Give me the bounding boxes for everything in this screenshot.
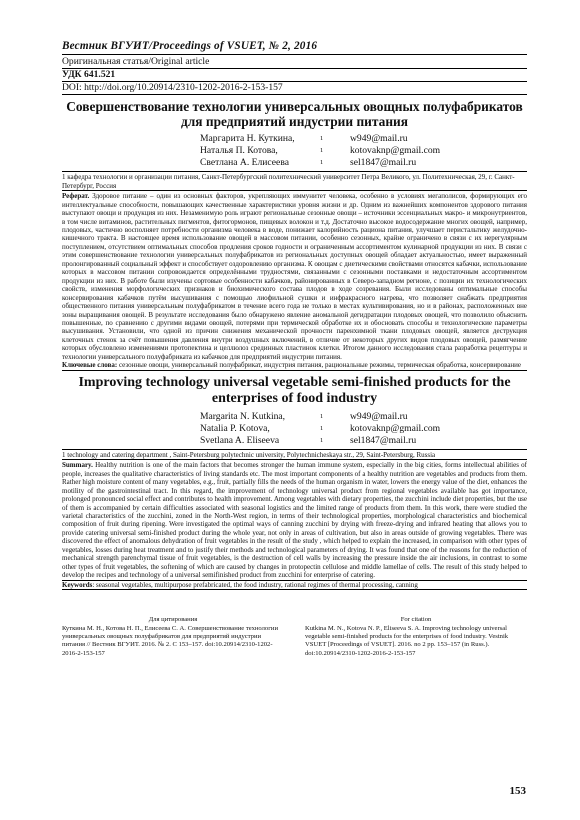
- keywords-label: Ключевые слова:: [62, 361, 118, 370]
- citation-heading: Для цитирования: [148, 616, 198, 624]
- citation-heading: For citation: [400, 616, 432, 624]
- author-name: Natalia P. Kotova,: [200, 422, 270, 434]
- author-email[interactable]: kotovaknp@gmail.com: [350, 422, 441, 434]
- author-name: Margarita N. Kutkina,: [200, 410, 286, 422]
- author-row: [200, 423, 527, 435]
- author-sup: 1: [320, 147, 324, 154]
- title-en: Improving technology universal vegetable semi-finished products for the enterprises of food industry: [78, 374, 511, 406]
- abstract-en: [62, 461, 527, 579]
- udk: УДК 641.521: [62, 69, 116, 80]
- author-row: [200, 157, 527, 169]
- author-sup: 1: [320, 159, 324, 166]
- keywords-text: : seasonal vegetables, multipurpose prefabricated, the food industry, rational regimes of thermal processing, canning: [92, 580, 418, 589]
- keywords-en: [62, 581, 527, 589]
- abstract-text: Здоровое питание – один из основных факторов, укрепляющих иммунитет человека, особенно в условиях мегаполисов, формирующих его интеллектуальные способности, повышающих качественные характеристики уровня жизни и др. Одним из важнейших компонентов здорового питания выступают овощи и продукция из них. Незаменимую роль играют региональные сезонные овощи – источники эссенциальных макро- и микронутриентов, в том числе витаминов, растительных пигментов, фитогормонов, пищевых волокон и т.д. Достаточно высокое водосодержание многих овощей, например, плодовых, частично восполняет потребности организма человека в воде, понижает калорийность рациона питания, улучшает перистальтику желудочно-кишечного тракта. В настоящее время использование овощей в массовом питании, особенно сезонных, крайне ограничено в связи с их нерегулярным поступлением, отсутствием оптимальных способов продления сроков годности и ограниченным ассортиментом кулинарной продукции из них. В связи с этим совершенствование технологии универсальных полуфабрикатов из региональных доступных овощей обладает актуальностью, имеет выраженный пролонгированный социальный эффект и способствует оздоровлению организма. К овощам с диетическими свойствами относятся кабачки, использование которых в массовом питании сопровождается определёнными трудностями, связанными с сезонными поставками и недостаточным ассортиментом продукции из них. В работе были изучены сортовые особенности кабачков, районированных в Северо-западном регионе, с позиции их технологических свойств, изменения морфологических признаков и биохимического состава плодов в ходе созревания. Были исследованы оптимальные способы консервирования кабачков путём высушивания с помощью лиофильной сушки и инфракрасного нагрева, что позволяет снабжать предприятия общественного питания универсальным полуфабрикатом в течение всего года не только в местах культивирования, но и в районах, расположенных вне зоны выращивания овощей. В результате исследования было обнаружено явление аномальной дегидратации плодовых овощей, что позволило объяснить повышенные, по сравнению с другими видами овощей, потерями при термической обработке их и обосновать способы и технологические параметры высушивания. Установили, что одной из причин снижения механической прочности паренхимной ткани плодовых овощей, является деструкция клеточных стенок за счёт повышения давления внутри воздушных включений, в отличие от некоторых других видов плодовых овощей, размягчение которых обусловлено изменениями протопектина и целлюлоз срединных пластинок клетки. Итогом данного исследования стала разработка рецептуры и технологии универсального полуфабриката из кабачков для предприятий индустрии питания.: [62, 192, 527, 361]
- title-ru: Совершенствование технологии универсальных овощных полуфабрикатов для предприятий индустрии питания: [66, 99, 523, 129]
- abstract-text: Healthy nutrition is one of the main factors that becomes stronger the human immune system, especially in the big cities, forms intellectual abilities of people, increases the qualitative characteristics of living standards etc. The most important components of a healthy nutrition are vegetables and products from them. Rather high moisture content of many vegetables, e.g., fruit, partially fills the needs of the human organism in water, lowers the energy value of the diet, enhances the motility of the gastrointestinal tract. In this regard, the improvement of technology universal product from regional vegetables available has got importance, prolonged pronounced social effect and contributes to health improvement. Among vegetables with dietary properties, the zucchini include diet properties, but the use of them is accompanied by certain difficulties associated with seasonal logistics and the limited range of products from them. In this work, there were studied the varietal characteristics of the zucchini, zoned in the North-West region, in terms of their technological properties, morphological characteristics and biochemical composition of fruit during ripening. Were investigated the optimal ways of canning zucchini by drying with freeze-drying and infrared heating that allows you to provide catering universal semi-finished product during the whole year, not only in areas of cultivation, but also in areas outside of growing vegetables. There was discovered the effect of anomalous dehydration of fruit vegetables in the result of the study , which helped to explain the increased, in comparison with other types of vegetables, losses during heat treatment and to justify their methods and technological parameters of drying. It was found that one of the reasons for the reduction of mechanical strength parenchymal tissue of fruit vegetables, is the destruction of cell walls by increasing the pressure inside the air inclusions, in contrast to some other types of fruit vegetables, the softening of which are caused by changes in protopectin cellulose and middle lamellae of cells. The result of this study helped to develop the recipes and technology of a universal semifinished product from zucchini for enterprise of catering.: [62, 461, 527, 580]
- keywords-text: сезонные овощи, универсальный полуфабрикат, индустрия питания, рациональные режимы, термическая обработка, консервирование: [118, 361, 522, 370]
- citation-block: [62, 616, 527, 658]
- abstract-label: Реферат.: [62, 192, 90, 201]
- author-email[interactable]: sel1847@mail.ru: [350, 157, 417, 168]
- author-email[interactable]: w949@mail.ru: [350, 133, 408, 144]
- abstract-label: Summary.: [62, 461, 93, 470]
- author-email[interactable]: kotovaknp@gmail.com: [350, 145, 441, 156]
- doi: DOI: http://doi.org/10.20914/2310-1202-2016-2-153-157: [62, 82, 283, 93]
- journal-header: Вестник ВГУИТ/Proceedings of VSUET, № 2, 2016: [62, 40, 527, 55]
- author-row: [200, 133, 527, 145]
- authors-ru: [200, 133, 527, 169]
- author-name: Светлана А. Елисеева: [200, 157, 289, 168]
- authors-en: [200, 411, 527, 447]
- citation-ru: [62, 616, 284, 658]
- author-sup: 1: [320, 412, 324, 420]
- author-row: [200, 411, 527, 423]
- author-row: [200, 435, 527, 447]
- keywords-ru: [62, 361, 527, 369]
- author-sup: 1: [320, 135, 324, 142]
- author-sup: 1: [320, 424, 324, 432]
- article-page: [62, 40, 527, 658]
- author-email[interactable]: sel1847@mail.ru: [350, 434, 417, 446]
- article-type: Оригинальная статья/Original article: [62, 56, 210, 67]
- citation-en: [305, 616, 527, 658]
- author-name: Маргарита Н. Куткина,: [200, 133, 295, 144]
- author-name: Наталья П. Котова,: [200, 145, 278, 156]
- abstract-ru: [62, 192, 527, 361]
- author-name: Svetlana A. Eliseeva: [200, 434, 280, 446]
- author-sup: 1: [320, 436, 324, 444]
- author-row: [200, 145, 527, 157]
- author-email[interactable]: w949@mail.ru: [350, 410, 408, 422]
- affiliation-ru: 1 кафедра технологии и организации питания, Санкт-Петербургский политехнический университет Петра Великого, ул. Политехническая, 29, г. Санкт-Петербург, Россия: [62, 173, 515, 190]
- keywords-label: Keywords: [62, 580, 93, 589]
- affiliation-en: 1 technology and catering department , Saint-Petersburg polytechnic university, Polytechnicheskaya str., 29, Saint-Petersburg, Russia: [62, 450, 436, 459]
- citation-text: Куткина М. Н., Котова Н. П., Елисеева С. А. Совершенствование технологии универсальных овощных полуфабрикатов для предприятий индустрии питания // Вестник ВГУИТ. 2016. № 2. С 153–157. doi:10.20914/2310-1202-2016-2-153-157: [62, 624, 278, 657]
- citation-text: Kutkina M. N., Kotova N. P., Eliseeva S. A. Improving technology universal vegetable semi-finished products for the enterprises of food industry. Vestnik VSUET [Proceedings of VSUET]. 2016. no 2 pp. 153–157 (in Russ.). doi:10.20914/2310-1202-2016-2-153-157: [305, 624, 509, 657]
- page-number: 153: [509, 785, 526, 797]
